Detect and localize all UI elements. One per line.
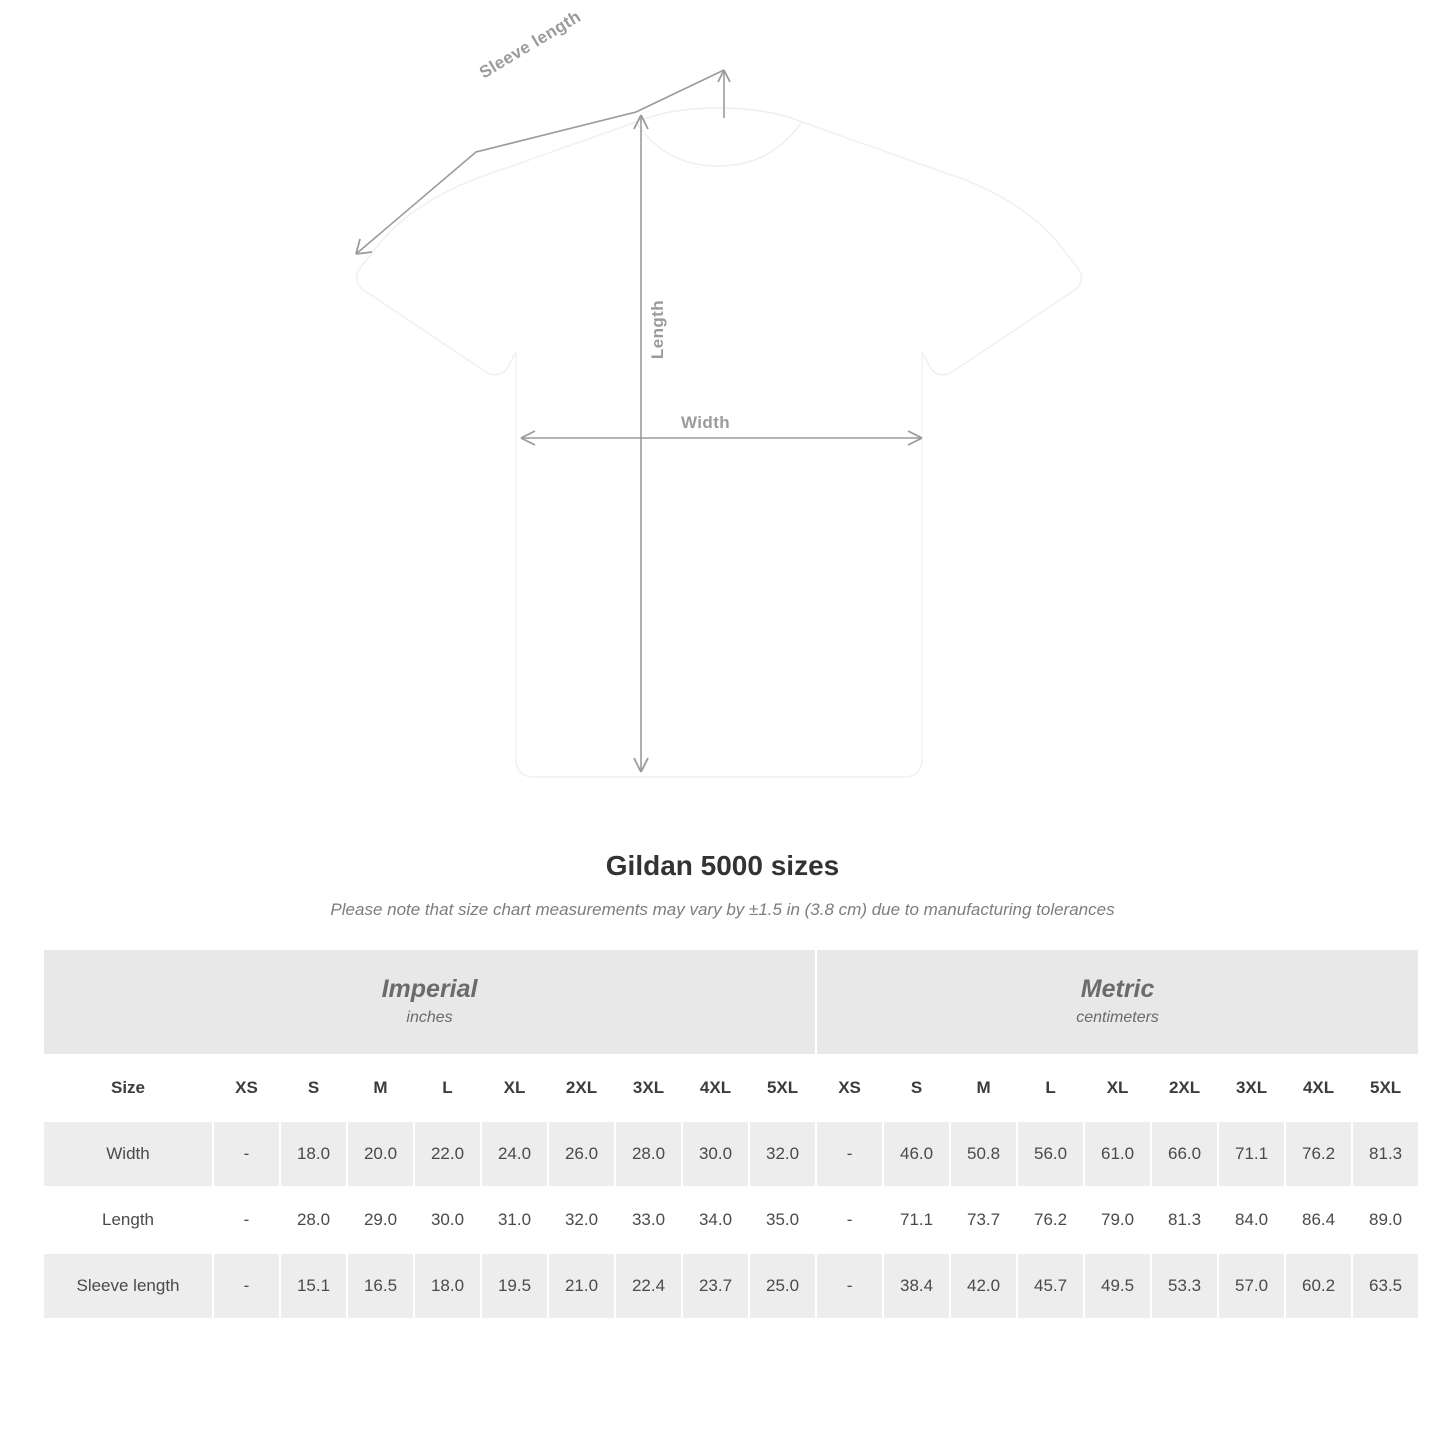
table-row-width (44, 1122, 1418, 1186)
size-col-imp-m: M (348, 1056, 413, 1120)
unit-header-row (44, 950, 1418, 1054)
width-imp-2xl: 26.0 (549, 1122, 614, 1186)
sleeve-imp-s: 15.1 (281, 1254, 346, 1318)
length-imp-5xl: 35.0 (750, 1188, 815, 1252)
sleeve-imp-m: 16.5 (348, 1254, 413, 1318)
sleeve-imp-l: 18.0 (415, 1254, 480, 1318)
size-col-met-xs: XS (817, 1056, 882, 1120)
size-col-met-s: S (884, 1056, 949, 1120)
size-chart-table (42, 948, 1420, 1320)
row-label-sleeve-length: Sleeve length (44, 1254, 212, 1318)
sleeve-met-4xl: 60.2 (1286, 1254, 1351, 1318)
metric-unit-sub: centimeters (1076, 1008, 1159, 1026)
sleeve-imp-4xl: 23.7 (683, 1254, 748, 1318)
width-met-xs: - (817, 1122, 882, 1186)
row-label-width: Width (44, 1122, 212, 1186)
size-col-imp-xs: XS (214, 1056, 279, 1120)
length-met-4xl: 86.4 (1286, 1188, 1351, 1252)
width-imp-4xl: 30.0 (683, 1122, 748, 1186)
size-col-imp-3xl: 3XL (616, 1056, 681, 1120)
length-imp-s: 28.0 (281, 1188, 346, 1252)
width-met-5xl: 81.3 (1353, 1122, 1418, 1186)
size-col-met-2xl: 2XL (1152, 1056, 1217, 1120)
width-imp-m: 20.0 (348, 1122, 413, 1186)
width-imp-3xl: 28.0 (616, 1122, 681, 1186)
size-col-imp-5xl: 5XL (750, 1056, 815, 1120)
length-imp-xs: - (214, 1188, 279, 1252)
width-met-l: 56.0 (1018, 1122, 1083, 1186)
sleeve-met-3xl: 57.0 (1219, 1254, 1284, 1318)
size-col-imp-l: L (415, 1056, 480, 1120)
length-met-m: 73.7 (951, 1188, 1016, 1252)
sleeve-met-l: 45.7 (1018, 1254, 1083, 1318)
width-met-2xl: 66.0 (1152, 1122, 1217, 1186)
width-met-4xl: 76.2 (1286, 1122, 1351, 1186)
width-imp-xs: - (214, 1122, 279, 1186)
sleeve-imp-2xl: 21.0 (549, 1254, 614, 1318)
size-col-met-xl: XL (1085, 1056, 1150, 1120)
width-label: Width (681, 413, 731, 432)
metric-unit-name: Metric (1080, 974, 1155, 1003)
table-row-length (44, 1188, 1418, 1252)
length-imp-2xl: 32.0 (549, 1188, 614, 1252)
size-col-met-l: L (1018, 1056, 1083, 1120)
size-col-imp-2xl: 2XL (549, 1056, 614, 1120)
length-imp-3xl: 33.0 (616, 1188, 681, 1252)
length-met-s: 71.1 (884, 1188, 949, 1252)
width-met-xl: 61.0 (1085, 1122, 1150, 1186)
sleeve-length-label: Sleeve length (476, 6, 585, 83)
width-met-3xl: 71.1 (1219, 1122, 1284, 1186)
sleeve-met-xs: - (817, 1254, 882, 1318)
sleeve-imp-xl: 19.5 (482, 1254, 547, 1318)
width-imp-5xl: 32.0 (750, 1122, 815, 1186)
size-col-imp-4xl: 4XL (683, 1056, 748, 1120)
sleeve-met-5xl: 63.5 (1353, 1254, 1418, 1318)
size-header-row (44, 1056, 1418, 1120)
sleeve-imp-xs: - (214, 1254, 279, 1318)
size-col-met-4xl: 4XL (1286, 1056, 1351, 1120)
size-col-met-5xl: 5XL (1353, 1056, 1418, 1120)
sleeve-met-2xl: 53.3 (1152, 1254, 1217, 1318)
sleeve-imp-5xl: 25.0 (750, 1254, 815, 1318)
title-block (0, 850, 1445, 920)
sleeve-met-m: 42.0 (951, 1254, 1016, 1318)
sleeve-imp-3xl: 22.4 (616, 1254, 681, 1318)
width-met-m: 50.8 (951, 1122, 1016, 1186)
tshirt-shape (357, 108, 1082, 777)
metric-unit-cell (817, 950, 1418, 1054)
length-met-3xl: 84.0 (1219, 1188, 1284, 1252)
width-met-s: 46.0 (884, 1122, 949, 1186)
width-imp-xl: 24.0 (482, 1122, 547, 1186)
tolerance-note: Please note that size chart measurements may vary by ±1.5 in (3.8 cm) due to manufacturing tolerances (330, 900, 1115, 919)
length-met-2xl: 81.3 (1152, 1188, 1217, 1252)
length-label: Length (648, 300, 667, 360)
size-chart-table-wrapper (42, 948, 1403, 1320)
width-imp-s: 18.0 (281, 1122, 346, 1186)
length-met-5xl: 89.0 (1353, 1188, 1418, 1252)
length-imp-l: 30.0 (415, 1188, 480, 1252)
size-col-imp-xl: XL (482, 1056, 547, 1120)
width-imp-l: 22.0 (415, 1122, 480, 1186)
imperial-unit-cell (44, 950, 815, 1054)
length-met-xs: - (817, 1188, 882, 1252)
sleeve-met-xl: 49.5 (1085, 1254, 1150, 1318)
imperial-unit-sub: inches (406, 1008, 453, 1026)
length-imp-4xl: 34.0 (683, 1188, 748, 1252)
row-label-length: Length (44, 1188, 212, 1252)
size-header-label: Size (44, 1056, 212, 1120)
length-met-l: 76.2 (1018, 1188, 1083, 1252)
length-imp-m: 29.0 (348, 1188, 413, 1252)
size-col-met-m: M (951, 1056, 1016, 1120)
page-title: Gildan 5000 sizes (605, 850, 840, 881)
sleeve-met-s: 38.4 (884, 1254, 949, 1318)
imperial-unit-name: Imperial (381, 974, 478, 1003)
length-imp-xl: 31.0 (482, 1188, 547, 1252)
table-row-sleeve-length (44, 1254, 1418, 1318)
size-col-met-3xl: 3XL (1219, 1056, 1284, 1120)
size-col-imp-s: S (281, 1056, 346, 1120)
length-met-xl: 79.0 (1085, 1188, 1150, 1252)
